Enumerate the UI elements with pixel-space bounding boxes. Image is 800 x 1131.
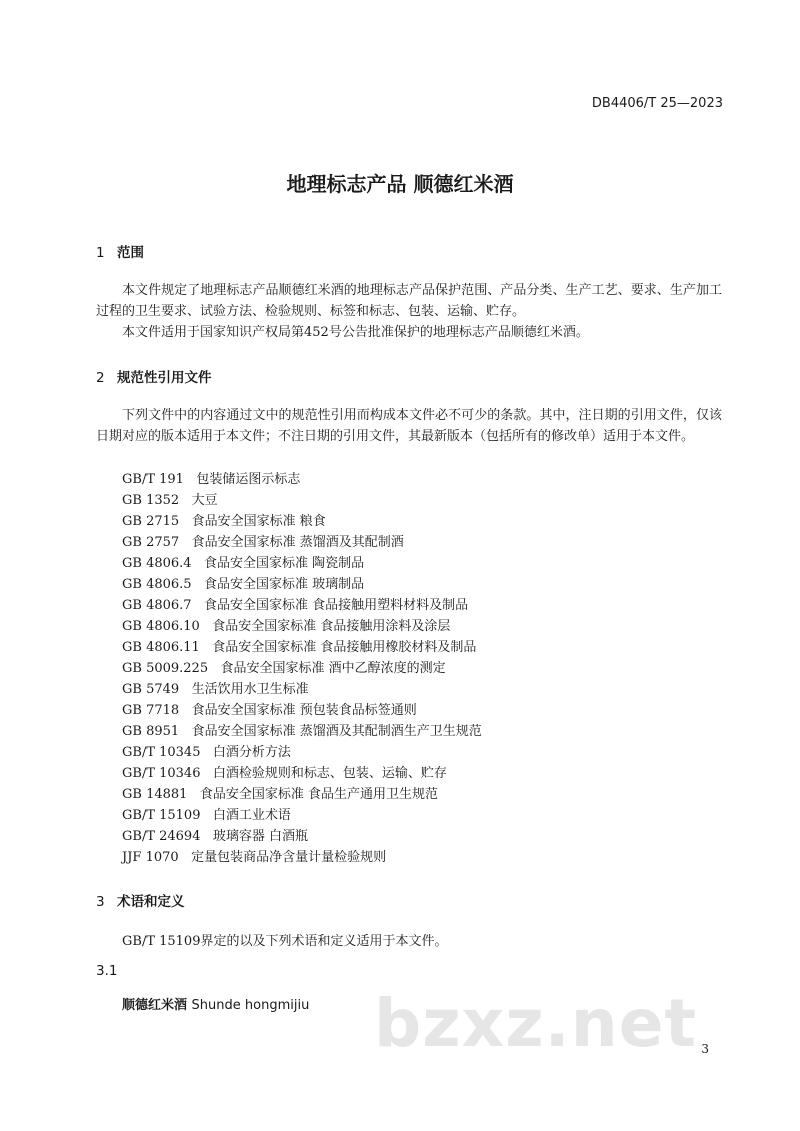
section-2-heading	[96, 366, 212, 386]
section-1-paragraph-2: 本文件适用于国家知识产权局第452号公告批准保护的地理标志产品顺德红米酒。	[122, 325, 589, 340]
reference-title: 白酒分析方法	[212, 745, 291, 760]
reference-code: GB/T 10345	[122, 745, 201, 760]
reference-title: 白酒工业术语	[212, 808, 291, 823]
reference-item	[122, 784, 482, 805]
reference-code: GB 14881	[122, 787, 188, 802]
reference-title: 食品安全国家标准 食品生产通用卫生规范	[199, 787, 438, 802]
reference-item	[122, 721, 482, 742]
section-title: 术语和定义	[117, 894, 185, 910]
reference-title: 白酒检验规则和标志、包装、运输、贮存	[212, 766, 447, 781]
reference-title: 玻璃容器 白酒瓶	[212, 829, 309, 844]
reference-title: 生活饮用水卫生标准	[191, 682, 309, 697]
reference-item	[122, 574, 482, 595]
reference-code: GB/T 15109	[122, 808, 201, 823]
reference-title: 食品安全国家标准 食品接触用涂料及涂层	[212, 619, 451, 634]
subsection-number: 3.1	[96, 963, 118, 979]
reference-item	[122, 637, 482, 658]
reference-code: GB/T 10346	[122, 766, 201, 781]
reference-item	[122, 763, 482, 784]
reference-code: GB 5749	[122, 682, 180, 697]
section-1-heading	[96, 241, 144, 261]
reference-code: GB 4806.10	[122, 619, 200, 634]
reference-code: GB 4806.11	[122, 640, 200, 655]
reference-item	[122, 805, 482, 826]
reference-code: GB 4806.5	[122, 577, 192, 592]
reference-item	[122, 553, 482, 574]
reference-title: 食品安全国家标准 酒中乙醇浓度的测定	[220, 661, 446, 676]
reference-list	[122, 469, 482, 868]
reference-code: JJF 1070	[122, 850, 179, 865]
section-number: 3	[96, 894, 105, 910]
term-english: Shunde hongmijiu	[191, 998, 310, 1013]
section-number: 1	[96, 245, 105, 261]
reference-title: 定量包装商品净含量计量检验规则	[191, 850, 387, 865]
reference-item	[122, 700, 482, 721]
section-1-paragraph-1: 本文件规定了地理标志产品顺德红米酒的地理标志产品保护范围、产品分类、生产工艺、要求、生产加工过程的卫生要求、试验方法、检验规则、标签和标志、包装、运输、贮存。	[96, 283, 722, 319]
reference-item	[122, 595, 482, 616]
reference-item	[122, 826, 482, 847]
section-number: 2	[96, 370, 105, 386]
reference-code: GB 4806.4	[122, 556, 192, 571]
reference-title: 食品安全国家标准 预包装食品标签通则	[191, 703, 417, 718]
reference-title: 食品安全国家标准 蒸馏酒及其配制酒生产卫生规范	[191, 724, 482, 739]
reference-code: GB/T 24694	[122, 829, 201, 844]
reference-title: 食品安全国家标准 蒸馏酒及其配制酒	[191, 535, 404, 550]
reference-item	[122, 679, 482, 700]
section-3-paragraph: GB/T 15109界定的以及下列术语和定义适用于本文件。	[122, 934, 448, 949]
reference-title: 食品安全国家标准 玻璃制品	[203, 577, 365, 592]
reference-item	[122, 490, 482, 511]
reference-code: GB 8951	[122, 724, 180, 739]
section-2-paragraph: 下列文件中的内容通过文中的规范性引用而构成本文件必不可少的条款。其中，注日期的引用文件，仅该日期对应的版本适用于本文件；不注日期的引用文件，其最新版本（包括所有的修改单）适用于本文件。	[96, 408, 722, 444]
reference-item	[122, 511, 482, 532]
reference-title: 包装储运图示标志	[196, 472, 301, 487]
section-3-heading	[96, 890, 185, 910]
reference-code: GB 1352	[122, 493, 180, 508]
section-title: 范围	[117, 245, 144, 261]
reference-title: 食品安全国家标准 食品接触用橡胶材料及制品	[212, 640, 477, 655]
section-title: 规范性引用文件	[117, 370, 212, 386]
reference-code: GB/T 191	[122, 472, 184, 487]
reference-item	[122, 742, 482, 763]
document-title: 地理标志产品 顺德红米酒	[286, 172, 514, 196]
reference-item	[122, 532, 482, 553]
reference-title: 食品安全国家标准 陶瓷制品	[203, 556, 365, 571]
reference-title: 大豆	[191, 493, 218, 508]
reference-code: GB 4806.7	[122, 598, 192, 613]
document-number: DB4406/T 25—2023	[591, 96, 723, 111]
term-chinese: 顺德红米酒	[122, 998, 188, 1013]
reference-item	[122, 847, 482, 868]
watermark: bzxz.net	[374, 985, 698, 1062]
reference-code: GB 5009.225	[122, 661, 209, 676]
page-number: 3	[701, 1042, 709, 1056]
reference-item	[122, 469, 482, 490]
reference-item	[122, 616, 482, 637]
reference-item	[122, 658, 482, 679]
reference-title: 食品安全国家标准 食品接触用塑料材料及制品	[203, 598, 469, 613]
reference-code: GB 2715	[122, 514, 180, 529]
term-entry	[122, 994, 309, 1013]
reference-code: GB 2757	[122, 535, 180, 550]
reference-code: GB 7718	[122, 703, 180, 718]
reference-title: 食品安全国家标准 粮食	[191, 514, 326, 529]
